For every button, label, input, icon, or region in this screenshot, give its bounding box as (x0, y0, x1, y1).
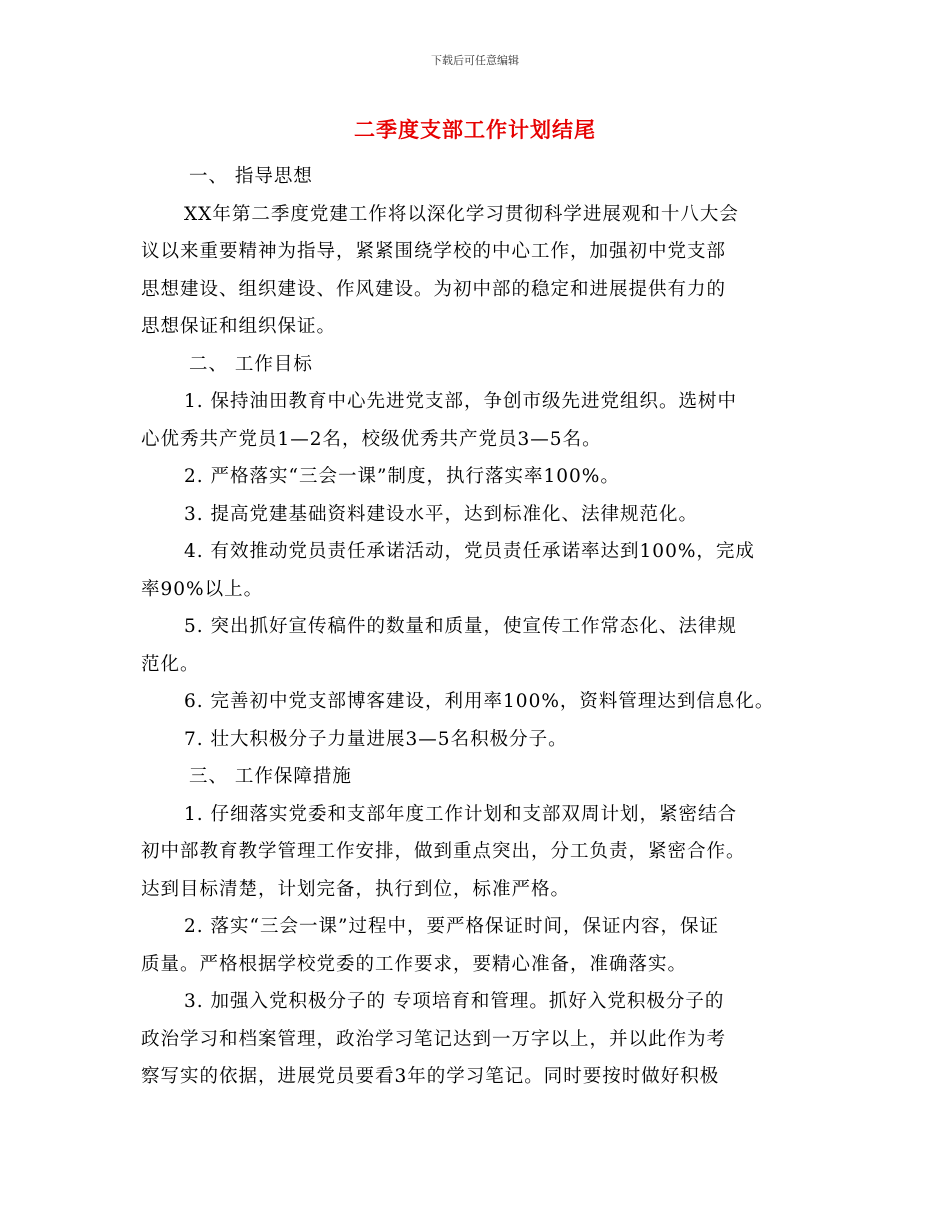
paragraph-line: XX年第二季度党建工作将以深化学习贯彻科学进展观和十八大会 (184, 203, 739, 225)
paragraph-line: 达到目标清楚，计划完备，执行到位，标准严格。 (141, 878, 571, 900)
page-header-note: 下载后可任意编辑 (431, 54, 519, 67)
paragraph-line: 率90%以上。 (141, 578, 264, 600)
paragraph-line: 3. 提高党建基础资料建设水平，达到标准化、法律规范化。 (184, 503, 699, 525)
paragraph-line: 质量。严格根据学校党委的工作要求，要精心准备，准确落实。 (141, 953, 688, 975)
paragraph-line: 思想保证和组织保证。 (141, 316, 337, 337)
paragraph-line: 2. 严格落实“三会一课”制度，执行落实率100%。 (184, 466, 620, 487)
paragraph-line: 1. 保持油田教育中心先进党支部，争创市级先进党组织。选树中 (184, 391, 738, 412)
paragraph-line: 思想建设、组织建设、作风建设。为初中部的稳定和进展提供有力的 (141, 278, 727, 300)
paragraph-line: 察写实的依据，进展党员要看3年的学习笔记。同时要按时做好积极 (141, 1066, 720, 1087)
paragraph-line: 心优秀共产党员1—2名，校级优秀共产党员3—5名。 (141, 428, 602, 450)
document-body (141, 158, 841, 1096)
section-heading: 二、 工作目标 (189, 353, 313, 375)
paragraph-line: 2. 落实“三会一课”过程中，要严格保证时间，保证内容，保证 (184, 916, 719, 937)
section-heading: 三、 工作保障措施 (189, 766, 352, 787)
paragraph-line: 初中部教育教学管理工作安排，做到重点突出，分工负责，紧密合作。 (141, 841, 746, 862)
section-heading: 一、 指导思想 (189, 166, 313, 187)
paragraph-line: 政治学习和档案管理，政治学习笔记达到一万字以上，并以此作为考 (141, 1028, 727, 1050)
paragraph-line: 7. 壮大积极分子力量进展3—5名积极分子。 (184, 728, 568, 750)
paragraph-line: 5. 突出抓好宣传稿件的数量和质量，使宣传工作常态化、法律规 (184, 616, 738, 637)
document-title: 二季度支部工作计划结尾 (354, 118, 596, 142)
paragraph-line: 议以来重要精神为指导，紧紧围绕学校的中心工作，加强初中党支部 (141, 241, 727, 262)
paragraph-line: 3. 加强入党积极分子的 专项培育和管理。抓好入党积极分子的 (184, 991, 725, 1012)
paragraph-line: 范化。 (141, 653, 200, 675)
paragraph-line: 6. 完善初中党支部博客建设，利用率100%，资料管理达到信息化。 (184, 691, 775, 712)
paragraph-line: 4. 有效推动党员责任承诺活动，党员责任承诺率达到100%，完成 (184, 541, 755, 562)
paragraph-line: 1. 仔细落实党委和支部年度工作计划和支部双周计划，紧密结合 (184, 803, 738, 825)
